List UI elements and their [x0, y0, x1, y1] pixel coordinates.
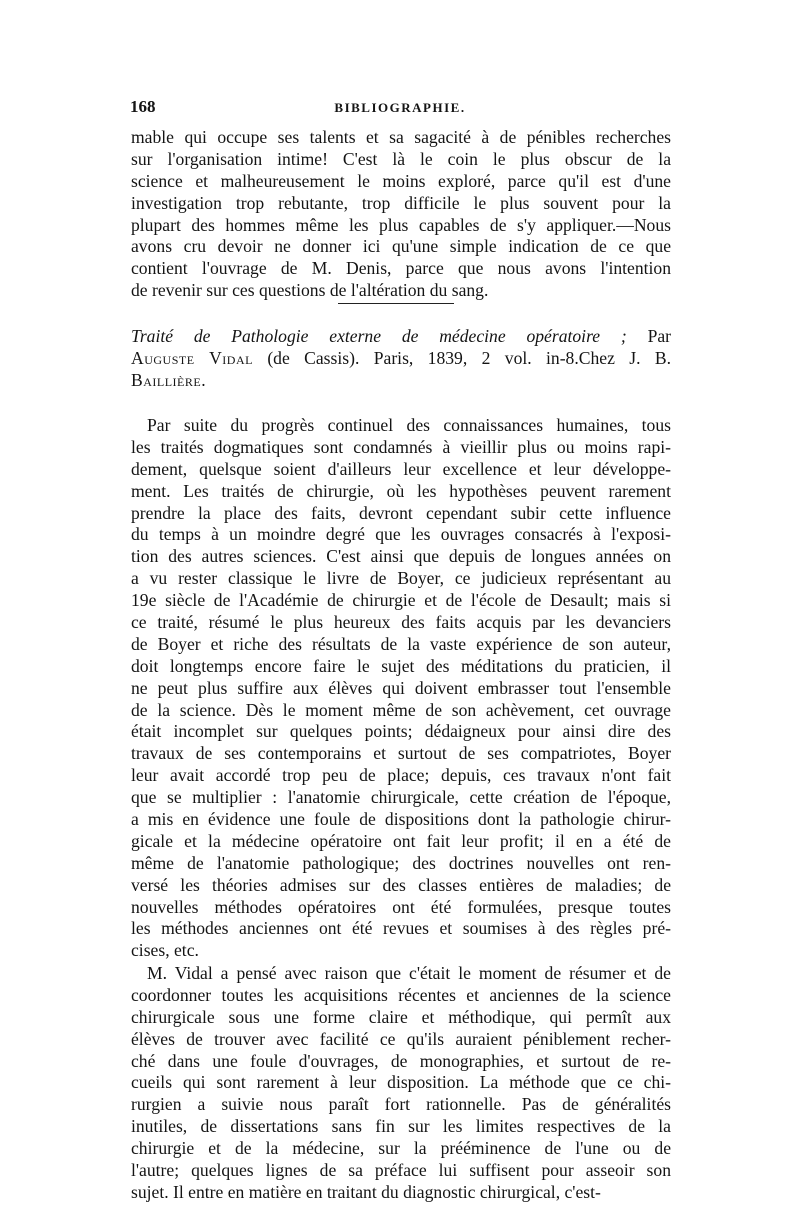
- text-line: sur l'organisation intime! C'est là le coin le plus obscur de la: [131, 148, 671, 169]
- text-line: doit longtemps encore faire le sujet des méditations du praticien, il: [131, 655, 671, 676]
- text-line: a mis en évidence une foule de dispositions dont la pathologie chirur-: [131, 809, 671, 830]
- text-line: cises, etc.: [131, 940, 199, 961]
- text-line: 19e siècle de l'Académie de chirurgie et de l'école de Desault; mais si: [131, 590, 671, 611]
- text-line: les méthodes anciennes ont été revues et soumises à des règles pré-: [131, 918, 671, 939]
- text-line: élèves de trouver avec facilité ce qu'ils auraient péniblement recher-: [131, 1028, 671, 1049]
- text-line: chirurgie et de la médecine, sur la prééminence de l'une ou de: [131, 1138, 671, 1159]
- text-line: ment. Les traités de chirurgie, où les hypothèses peuvent rarement: [131, 480, 671, 501]
- page-number: 168: [130, 97, 156, 116]
- text-line: investigation trop rebutante, trop difficile le plus souvent pour la: [131, 192, 671, 213]
- text-line: dement, quelsque soient d'ailleurs leur excellence et leur développe-: [131, 458, 671, 479]
- text-line: rurgien a suivie nous paraît fort rationnelle. Pas de généralités: [131, 1094, 671, 1115]
- body-paragraph-1: [131, 415, 671, 962]
- text-line: tion des autres sciences. C'est ainsi que depuis de longues années on: [131, 546, 671, 567]
- text-line: de la science. Dès le moment même de son achèvement, cet ouvrage: [131, 699, 671, 720]
- review-author: Auguste Vidal: [131, 348, 253, 368]
- text-line: ché dans une foule d'ouvrages, de monographies, et surtout de re-: [131, 1050, 671, 1071]
- text-line: mable qui occupe ses talents et sa sagacité à de pénibles recherches: [131, 127, 671, 147]
- text-line: du temps à un moindre degré que les ouvrages consacrés à l'exposi-: [131, 524, 671, 545]
- review-title: Traité de Pathologie externe de médecine opératoire ;: [131, 326, 627, 346]
- running-head: [130, 97, 670, 119]
- text-line: était incomplet sur quelques points; dédaigneux pour ainsi dire des: [131, 721, 671, 742]
- review-heading-line-2: [131, 347, 671, 369]
- text-line: de revenir sur ces questions de l'altération du sang.: [131, 280, 489, 301]
- review-publisher: Baillière.: [131, 370, 207, 390]
- body-paragraph-2: [131, 963, 671, 1204]
- review-heading-line-1: [131, 325, 671, 347]
- text-line: que se multiplier : l'anatomie chirurgicale, cette création de l'époque,: [131, 787, 671, 808]
- text-line: nouvelles méthodes opératoires ont été formulées, presque toutes: [131, 896, 671, 917]
- section-divider: [338, 303, 454, 304]
- text-line: inutiles, de dissertations sans fin sur les limites respectives de la: [131, 1116, 671, 1137]
- intro-paragraph: [131, 127, 671, 302]
- review-publication: (de Cassis). Paris, 1839, 2 vol. in-8.Chez J. B.: [267, 348, 671, 368]
- review-by: Par: [647, 326, 672, 346]
- text-line: gicale et la médecine opératoire ont fait leur profit; il en a été de: [131, 830, 671, 851]
- text-line: M. Vidal a pensé avec raison que c'était le moment de résumer et de: [147, 963, 671, 983]
- running-title: BIBLIOGRAPHIE.: [334, 100, 466, 115]
- text-line: leur avait accordé trop peu de place; depuis, ces travaux n'ont fait: [131, 765, 671, 786]
- text-line: même de l'anatomie pathologique; des doctrines nouvelles ont ren-: [131, 852, 671, 873]
- text-line: cueils qui sont rarement à leur disposition. La méthode que ce chi-: [131, 1072, 671, 1093]
- text-line: plupart des hommes même les plus capables de s'y appliquer.—Nous: [131, 214, 671, 235]
- text-line: science et malheureusement le moins exploré, parce qu'il est d'une: [131, 170, 671, 191]
- text-line: coordonner toutes les acquisitions récentes et anciennes de la science: [131, 984, 671, 1005]
- text-line: contient l'ouvrage de M. Denis, parce que nous avons l'intention: [131, 258, 671, 279]
- text-line: avons cru devoir ne donner ici qu'une simple indication de ce que: [131, 236, 671, 257]
- text-line: chirurgicale sous une forme claire et méthodique, qui permît aux: [131, 1006, 671, 1027]
- text-line: l'autre; quelques lignes de sa préface lui suffisent pour asseoir son: [131, 1160, 671, 1181]
- text-line: a vu rester classique le livre de Boyer, ce judicieux représentant au: [131, 568, 671, 589]
- text-line: sujet. Il entre en matière en traitant du diagnostic chirurgical, c'est-: [131, 1181, 601, 1202]
- text-line: les traités dogmatiques sont condamnés à vieillir plus ou moins rapi-: [131, 436, 671, 457]
- review-heading: [131, 325, 671, 391]
- text-line: de Boyer et riche des résultats de la vaste expérience de son auteur,: [131, 633, 671, 654]
- text-line: travaux de ses contemporains et surtout de ses compatriotes, Boyer: [131, 743, 671, 764]
- text-line: prendre la place des faits, devront cependant subir cette influence: [131, 502, 671, 523]
- text-line: ce traité, résumé le plus heureux des faits acquis par les devanciers: [131, 612, 671, 633]
- text-line: ne peut plus suffire aux élèves qui doivent embrasser tout l'ensemble: [131, 677, 671, 698]
- text-line: versé les théories admises sur des classes entières de maladies; de: [131, 874, 671, 895]
- review-heading-line-3: [131, 369, 671, 391]
- text-line: Par suite du progrès continuel des connaissances humaines, tous: [147, 415, 671, 435]
